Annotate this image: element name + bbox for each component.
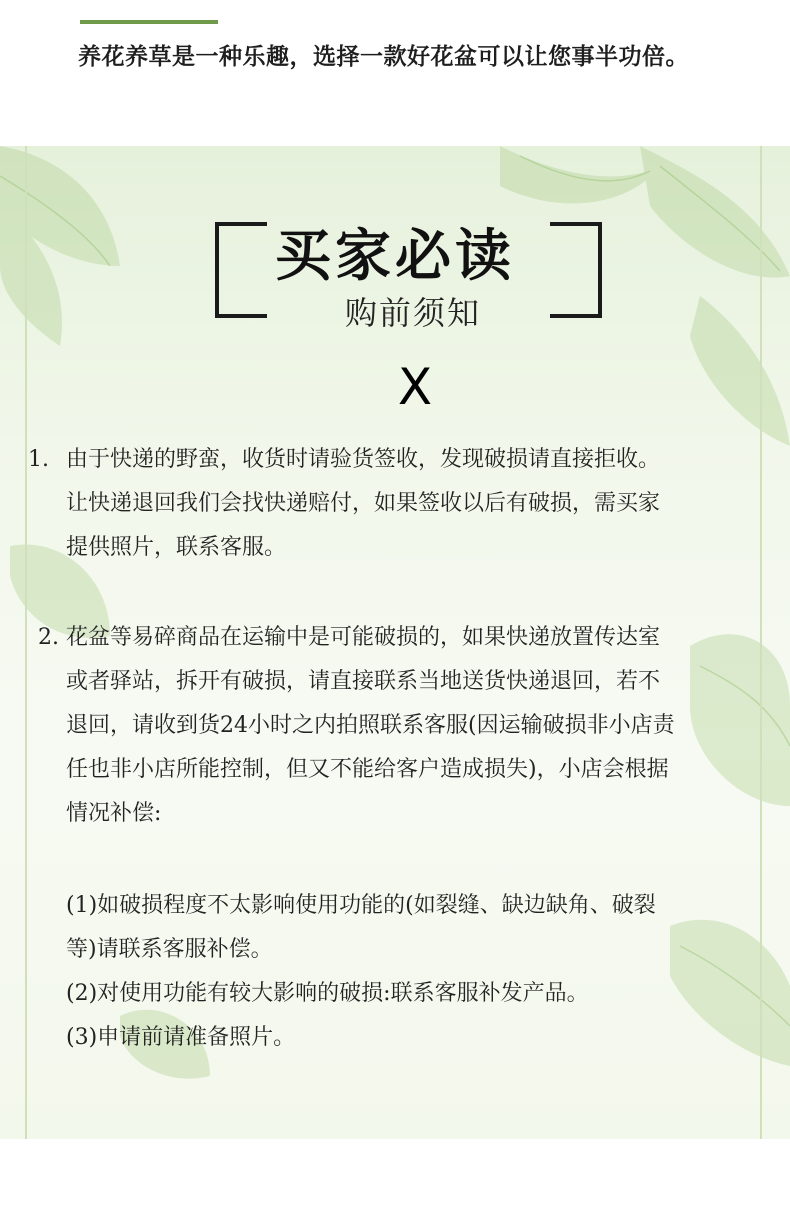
item-line: 提供照片，联系客服。	[66, 535, 287, 560]
item-line: 退回，请收到货24小时之内拍照联系客服(因运输破损非小店责	[66, 713, 675, 738]
sub-item-line: (1)如破损程度不太影响使用功能的(如裂缝、缺边缺角、破裂	[66, 893, 656, 918]
sub-items	[66, 884, 656, 1060]
sub-item-line: 等)请联系客服补偿。	[66, 937, 273, 962]
item-line: 情况补偿:	[66, 801, 162, 826]
item-line: 花盆等易碎商品在运输中是可能破损的，如果快递放置传达室	[66, 625, 661, 650]
item-line: 让快递退回我们会找快递赔付，如果签收以后有破损，需买家	[66, 491, 661, 516]
sub-item-line: (3)申请前请准备照片。	[66, 1025, 296, 1050]
notice-panel	[0, 146, 790, 1139]
slogan: 养花养草是一种乐趣，选择一款好花盆可以让您事半功倍。	[78, 44, 689, 70]
notice-subtitle: 购前须知	[344, 294, 481, 332]
notice-title: 买家必读	[275, 223, 515, 289]
item-2-text	[66, 616, 675, 836]
item-1-text	[66, 438, 660, 570]
x-mark: X	[397, 358, 433, 416]
item-line: 由于快递的野蛮，收货时请验货签收，发现破损请直接拒收。	[66, 447, 661, 472]
item-line: 任也非小店所能控制，但又不能给客户造成损失)，小店会根据	[66, 757, 669, 782]
item-number: 2.	[38, 625, 59, 650]
sub-item-line: (2)对使用功能有较大影响的破损:联系客服补发产品。	[66, 981, 589, 1006]
item-line: 或者驿站，拆开有破损，请直接联系当地送货快递退回，若不	[66, 669, 661, 694]
accent-line	[80, 20, 218, 24]
item-number: 1.	[28, 447, 49, 472]
